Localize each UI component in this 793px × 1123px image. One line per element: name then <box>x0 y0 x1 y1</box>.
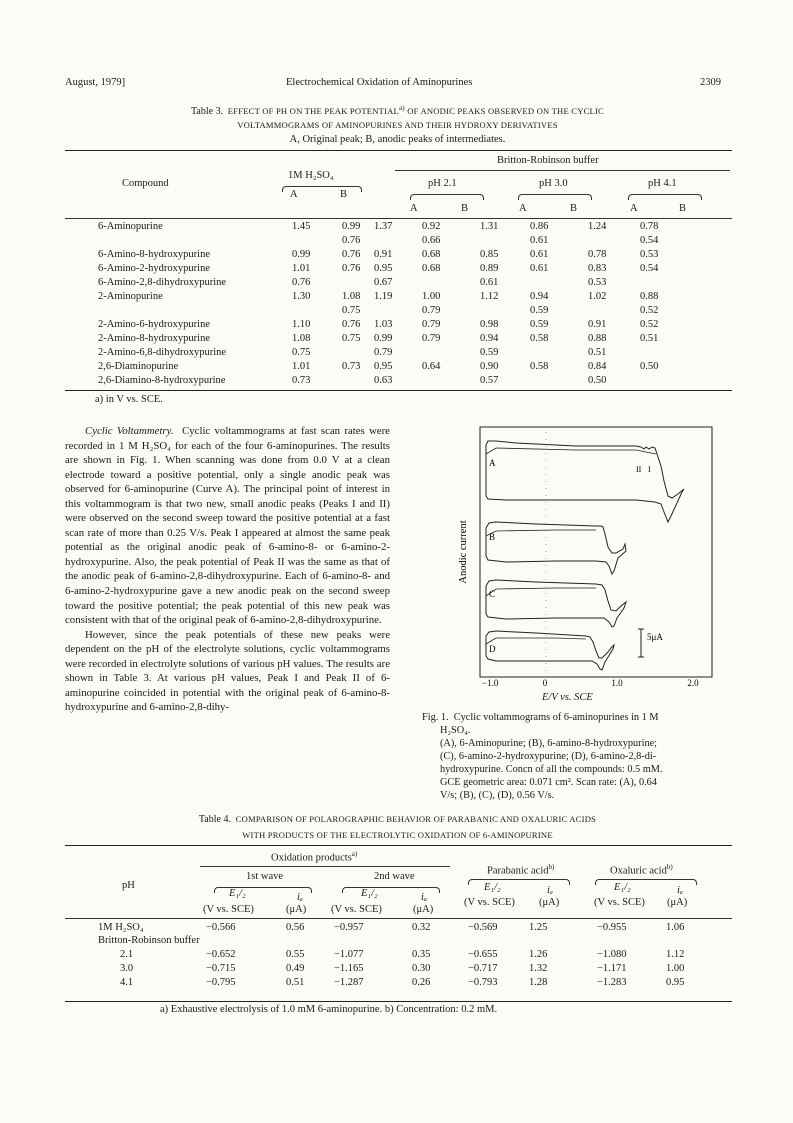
t3-cell-value: 0.75 <box>292 347 311 358</box>
t3-cell-value: 0.50 <box>640 361 659 372</box>
t3-cell-value: 0.57 <box>480 375 499 386</box>
t3-cell-value: 0.51 <box>640 333 659 344</box>
t3-cell-value: 0.99 <box>342 221 361 232</box>
t3-cell-value: 0.92 <box>422 221 441 232</box>
t4-2nd-e12: E₁/₂ <box>361 888 378 899</box>
table4-bottom-rule <box>65 1001 732 1002</box>
t3-cell-value: 0.98 <box>480 319 499 330</box>
t4-ph-label: 2.1 <box>120 949 134 960</box>
t3-cell-value: 0.51 <box>588 347 607 358</box>
t3-cell-value: 1.03 <box>374 319 393 330</box>
t3-cell-value: 0.78 <box>588 249 607 260</box>
t3-compound-name: 2-Amino-8-hydroxypurine <box>98 333 210 344</box>
t3-cell-value: 0.73 <box>292 375 311 386</box>
t3-cell-value: 0.52 <box>640 305 659 316</box>
t3-col-ph30: pH 3.0 <box>539 178 568 189</box>
peak-label-i: I <box>648 465 651 474</box>
t3-ph41-b: B <box>679 203 687 214</box>
t3-cell-value: 1.00 <box>422 291 441 302</box>
x-tick-2: 2.0 <box>687 678 699 688</box>
figure-frame <box>480 427 712 677</box>
section-title: Cyclic Voltammetry. <box>85 425 174 437</box>
t3-cell-value: 0.54 <box>640 263 659 274</box>
t3-h2so4-a: A <box>290 189 298 200</box>
t3-compound-name: 6-Amino-2-hydroxypurine <box>98 263 210 274</box>
t3-cell-value: 0.76 <box>292 277 311 288</box>
t4-cell-value: 0.30 <box>412 963 431 975</box>
t4-1st-id: iₐ <box>297 892 303 903</box>
body-text <box>65 424 390 715</box>
curve-a <box>486 441 684 522</box>
t4-cell-value: −0.717 <box>468 963 498 975</box>
t3-ph30-a: A <box>519 203 527 214</box>
t3-cell-value: 0.78 <box>640 221 659 232</box>
t3-cell-value: 0.68 <box>422 249 441 260</box>
t3-cell-value: 0.79 <box>422 333 441 344</box>
t4-cell-value: −1.165 <box>334 963 364 975</box>
t4-ph-label: 3.0 <box>120 963 134 975</box>
t3-col-compound: Compound <box>122 178 169 189</box>
t4-col-2nd: 2nd wave <box>374 871 415 882</box>
t4-cell-value: 0.51 <box>286 977 305 989</box>
t4-ph-label: 4.1 <box>120 977 134 989</box>
t3-cell-value: 1.19 <box>374 291 393 302</box>
t4-cell-value: 1.06 <box>666 922 685 933</box>
table4-caption-line2: WITH PRODUCTS OF THE ELECTROLYTIC OXIDATION OF 6-AMINOPURINE <box>242 830 553 840</box>
curve-c-second-sweep <box>486 588 596 596</box>
t3-cell-value: 0.73 <box>342 361 361 372</box>
t4-cell-value: 1.25 <box>529 922 548 933</box>
t4-cell-value: 0.49 <box>286 963 305 975</box>
t4-2nd-unit-v: (V vs. SCE) <box>331 904 382 915</box>
t3-cell-value: 0.94 <box>530 291 549 302</box>
t3-col-h2so4: 1M H₂SO₄ <box>288 170 334 181</box>
header-title: Electrochemical Oxidation of Aminopurines <box>286 77 473 88</box>
table3-caption-line2: VOLTAMMOGRAMS OF AMINOPURINES AND THEIR HYDROXY DERIVATIVES <box>237 120 558 130</box>
t4-cell-value: −0.652 <box>206 949 236 960</box>
t4-col-parabanic: Parabanic acid$^{b)}$ <box>487 863 555 877</box>
table3-footnote: a) in V vs. SCE. <box>95 394 163 405</box>
t3-cell-value: 1.02 <box>588 291 607 302</box>
t4-2nd-unit-ua: (μA) <box>413 904 434 915</box>
t3-cell-value: 0.85 <box>480 249 499 260</box>
table3-bottom-rule <box>65 390 732 391</box>
t4-cell-value: 0.26 <box>412 977 431 989</box>
t3-cell-value: 0.76 <box>342 319 361 330</box>
scale-label: 5μA <box>647 632 663 642</box>
figure-1-caption: Fig. 1. Cyclic voltammograms of 6-aminopurines in 1 M H₂SO₄. (A), 6-Aminopurine; (B), 6-amino-8-hydroxypurine; (C), 6-amino-2-hydroxypurine; (D), 6-amino-2,8-di- hydroxypurine. Concn of all the compounds: 0.5 mM. GCE geometric area: 0.071 cm². Scan rate: (A), 0.64 V/s; (B), (C), (D), 0.56 V/s. <box>422 712 663 801</box>
t3-cell-value: 0.89 <box>480 263 499 274</box>
t4-cell-value: −0.957 <box>334 922 364 933</box>
t3-cell-value: 0.50 <box>588 375 607 386</box>
t3-cell-value: 1.31 <box>480 221 499 232</box>
t4-cell-value: −0.715 <box>206 963 236 975</box>
t3-ph21-a: A <box>410 203 418 214</box>
t4-group-label: Britton-Robinson buffer <box>98 935 200 946</box>
t3-cell-value: 0.63 <box>374 375 393 386</box>
t3-cell-value: 0.61 <box>530 263 549 274</box>
t4-para-id: iₐ <box>547 885 553 896</box>
curve-d <box>486 631 614 670</box>
t3-cell-value: 0.76 <box>342 235 361 246</box>
t4-cell-value: −1.080 <box>597 949 627 960</box>
t3-cell-value: 0.95 <box>374 361 393 372</box>
t3-cell-value: 0.61 <box>530 249 549 260</box>
t3-col-brb: Britton-Robinson buffer <box>497 155 599 166</box>
t3-cell-value: 1.01 <box>292 263 311 274</box>
t3-cell-value: 1.24 <box>588 221 607 232</box>
t3-cell-value: 0.76 <box>342 263 361 274</box>
table4-footnote: a) Exhaustive electrolysis of 1.0 mM 6-aminopurine. b) Concentration: 0.2 mM. <box>160 1004 498 1015</box>
table3-header-rule <box>65 218 732 219</box>
t3-cell-value: 0.68 <box>422 263 441 274</box>
t3-brace-ph41 <box>628 194 702 200</box>
t3-brb-rule <box>395 170 730 171</box>
t3-cell-value: 0.54 <box>640 235 659 246</box>
t3-cell-value: 0.58 <box>530 361 549 372</box>
t4-para-unit-v: (V vs. SCE) <box>464 897 515 908</box>
paragraph-1: Cyclic Voltammetry. Cyclic voltammograms at fast scan rates were recorded in 1 M H₂SO₄ for each of the four 6-aminopurines. The results are shown in Fig. 1. When scanning was done from 0.0 V at a clean electrode toward a positive potential, only a single anodic peak was observed for 6-aminopurine (Curve A). The principal point of interest in this voltammogram is that two new, small anodic peaks (Peaks I and II) were observed on the second sweep toward the positive potential at a fast scan rate of more than 0.25 V/s. Peak I appeared at almost the same peak potential as the original anodic peak of 6-amino-8- or 6-amino-2-hydroxypurine. Also, the peak potential of Peak II was the same as that of the anodic peak of 6-amino-2,8-dihydroxypurine. Each of 6-amino-8- and 6-amino-2-hydroxypurine gave a new anodic peak on the second sweep toward the positive potential; the peak potential of this new peak was consistent with that of the original peak of 6-amino-2,8-dihydroxypurine. <box>65 425 390 627</box>
table3-top-rule <box>65 150 732 151</box>
curve-label-c: C <box>489 589 496 599</box>
t3-cell-value: 1.10 <box>292 319 311 330</box>
t4-oxa-unit-v: (V vs. SCE) <box>594 897 645 908</box>
t4-col-oxaluric: Oxaluric acid$^{b)}$ <box>610 863 673 877</box>
t3-cell-value: 0.53 <box>588 277 607 288</box>
t3-compound-name: 6-Amino-2,8-dihydroxypurine <box>98 277 227 288</box>
t4-cell-value: 0.56 <box>286 922 305 933</box>
t4-oxa-e12: E₁/₂ <box>614 882 631 893</box>
t3-cell-value: 0.59 <box>480 347 499 358</box>
t4-cell-value: −1.287 <box>334 977 364 989</box>
t4-oxprod-rule <box>200 866 450 867</box>
t4-cell-value: 0.95 <box>666 977 685 989</box>
curve-c <box>486 580 626 627</box>
x-tick-neg1: −1.0 <box>482 678 499 688</box>
t3-ph21-b: B <box>461 203 469 214</box>
t3-cell-value: 0.59 <box>530 319 549 330</box>
x-tick-0: 0 <box>542 678 548 688</box>
t3-cell-value: 0.66 <box>422 235 441 246</box>
peak-label-ii: II <box>636 465 642 474</box>
t3-cell-value: 0.91 <box>588 319 607 330</box>
t4-1st-e12: E₁/₂ <box>229 888 246 899</box>
t4-para-unit-ua: (μA) <box>539 897 560 908</box>
t3-cell-value: 0.88 <box>640 291 659 302</box>
t3-cell-value: 0.53 <box>640 249 659 260</box>
t3-cell-value: 0.86 <box>530 221 549 232</box>
t4-cell-value: −0.795 <box>206 977 236 989</box>
t3-cell-value: 0.79 <box>422 319 441 330</box>
t3-ph41-a: A <box>630 203 638 214</box>
t4-cell-value: −0.955 <box>597 922 627 933</box>
t3-compound-name: 2,6-Diamino-8-hydroxypurine <box>98 375 226 386</box>
figure-1 <box>456 426 726 691</box>
t3-cell-value: 0.91 <box>374 249 393 260</box>
curve-a-second-sweep <box>486 448 656 454</box>
t4-oxa-unit-ua: (μA) <box>667 897 688 908</box>
t4-col-ph: pH <box>122 880 135 891</box>
page-number: 2309 <box>700 77 721 88</box>
t3-cell-value: 0.61 <box>530 235 549 246</box>
t3-compound-name: 2-Aminopurine <box>98 291 163 302</box>
t3-compound-name: 2-Amino-6-hydroxypurine <box>98 319 210 330</box>
t3-cell-value: 0.99 <box>374 333 393 344</box>
x-tick-1: 1.0 <box>611 678 623 688</box>
t4-cell-value: 0.35 <box>412 949 431 960</box>
t3-cell-value: 0.83 <box>588 263 607 274</box>
t3-cell-value: 0.76 <box>342 249 361 260</box>
t4-cell-value: −1.283 <box>597 977 627 989</box>
t4-cell-value: −0.793 <box>468 977 498 989</box>
t3-cell-value: 0.75 <box>342 305 361 316</box>
t4-col-oxprod: Oxidation products$^{a)}$ <box>271 850 358 864</box>
t4-cell-value: 1.00 <box>666 963 685 975</box>
table4-header-rule <box>65 918 732 919</box>
t4-2nd-id: iₐ <box>421 892 427 903</box>
t4-cell-value: −0.655 <box>468 949 498 960</box>
t3-col-ph21: pH 2.1 <box>428 178 457 189</box>
t3-ph30-b: B <box>570 203 578 214</box>
t4-1st-unit-v: (V vs. SCE) <box>203 904 254 915</box>
curve-d-second-sweep <box>486 638 586 644</box>
t4-cell-value: 0.32 <box>412 922 431 933</box>
t4-cell-value: −1.171 <box>597 963 627 975</box>
t3-cell-value: 0.59 <box>530 305 549 316</box>
t3-cell-value: 1.12 <box>480 291 499 302</box>
t3-cell-value: 0.58 <box>530 333 549 344</box>
t3-cell-value: 1.01 <box>292 361 311 372</box>
t4-para-e12: E₁/₂ <box>484 882 501 893</box>
t3-cell-value: 0.79 <box>422 305 441 316</box>
t4-ph-label: 1M H₂SO₄ <box>98 922 144 933</box>
t3-cell-value: 0.88 <box>588 333 607 344</box>
t4-cell-value: 1.12 <box>666 949 685 960</box>
t4-oxa-id: iₐ <box>677 885 683 896</box>
t3-brace-ph21 <box>410 194 484 200</box>
curve-label-b: B <box>489 532 496 542</box>
t3-cell-value: 0.79 <box>374 347 393 358</box>
curve-label-d: D <box>489 644 496 654</box>
t3-cell-value: 1.08 <box>292 333 311 344</box>
t3-cell-value: 0.99 <box>292 249 311 260</box>
t3-h2so4-b: B <box>340 189 348 200</box>
t3-compound-name: 6-Amino-8-hydroxypurine <box>98 249 210 260</box>
figure-1-caption-title: Fig. 1. <box>422 712 449 723</box>
t4-cell-value: 0.55 <box>286 949 305 960</box>
t3-brace-ph30 <box>518 194 592 200</box>
t4-cell-value: 1.32 <box>529 963 548 975</box>
t3-cell-value: 0.75 <box>342 333 361 344</box>
t4-cell-value: 1.26 <box>529 949 548 960</box>
t3-cell-value: 0.52 <box>640 319 659 330</box>
t3-compound-name: 2-Amino-6,8-dihydroxypurine <box>98 347 227 358</box>
y-axis-label: Anodic current <box>458 520 469 584</box>
table3-label: Table 3. <box>191 105 224 117</box>
t3-cell-value: 1.08 <box>342 291 361 302</box>
table4-caption: Table 4. COMPARISON OF POLAROGRAPHIC BEHAVIOR OF PARABANIC AND OXALURIC ACIDS <box>198 814 597 825</box>
paragraph-2: However, since the peak potentials of these new peaks were dependent on the pH of the electrolyte solutions, cyclic voltammograms were recorded in electrolyte solutions of various pH values. The results are shown in Table 3. At various pH values, Peak I and Peak II of 6-aminopurine coincided in potential with the original peak of 6-amino-8-hydroxypurine and 6-amino-2,8-dihy- <box>65 628 390 714</box>
t3-cell-value: 0.61 <box>480 277 499 288</box>
t3-cell-value: 0.64 <box>422 361 441 372</box>
t3-cell-value: 0.84 <box>588 361 607 372</box>
t3-cell-value: 0.67 <box>374 277 393 288</box>
t4-cell-value: 1.28 <box>529 977 548 989</box>
t3-cell-value: 0.95 <box>374 263 393 274</box>
table3-subcaption: A, Original peak; B, anodic peaks of intermediates. <box>289 134 506 145</box>
t3-compound-name: 2,6-Diaminopurine <box>98 361 179 372</box>
t3-cell-value: 0.90 <box>480 361 499 372</box>
curve-b-second-sweep <box>486 530 596 536</box>
t3-col-ph41: pH 4.1 <box>648 178 677 189</box>
curve-label-a: A <box>489 458 496 468</box>
t4-1st-unit-ua: (μA) <box>286 904 307 915</box>
t3-cell-value: 0.94 <box>480 333 499 344</box>
x-axis-label: E/V vs. SCE <box>542 692 593 703</box>
t4-col-1st: 1st wave <box>246 871 284 882</box>
t4-cell-value: −0.566 <box>206 922 236 933</box>
table3-caption: Table 3. EFFECT OF PH ON THE PEAK POTENTIAL$^{a)}$ OF ANODIC PEAKS OBSERVED ON THE CYCLIC <box>191 104 604 117</box>
t3-cell-value: 1.37 <box>374 221 393 232</box>
t4-cell-value: −1.077 <box>334 949 364 960</box>
t3-cell-value: 1.45 <box>292 221 311 232</box>
table4-top-rule <box>65 845 732 846</box>
header-date: August, 1979] <box>65 77 126 88</box>
table4-label: Table 4. <box>198 814 231 825</box>
t3-cell-value: 1.30 <box>292 291 311 302</box>
t4-cell-value: −0.569 <box>468 922 498 933</box>
t3-compound-name: 6-Aminopurine <box>98 221 163 232</box>
